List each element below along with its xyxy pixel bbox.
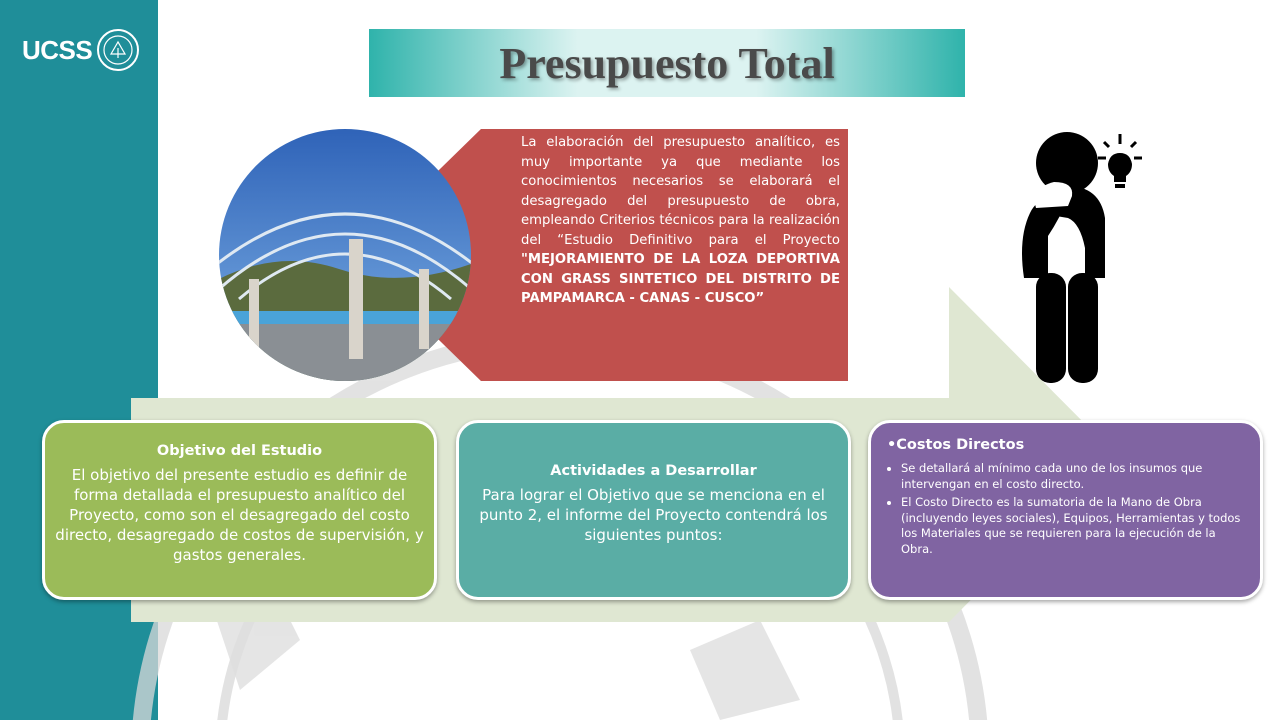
project-name: "MEJORAMIENTO DE LA LOZA DEPORTIVA CON GRASS SINTETICO DEL DISTRITO DE PAMPAMARCA - CANAS - CUSCO”	[521, 252, 840, 306]
activities-card	[456, 420, 851, 600]
title-banner	[369, 29, 965, 97]
sports-court-photo	[219, 129, 471, 381]
objective-title: Objetivo del Estudio	[156, 443, 323, 459]
direct-costs-title: •Costos Directos	[887, 437, 1025, 453]
thinking-person-lightbulb-icon	[1010, 128, 1150, 384]
objective-body: El objetivo del presente estudio es definir de forma detallada el presupuesto analítico del Proyecto, como son el desagregado del costo directo, desagregado de costos de supervisión, y gastos generales.	[55, 466, 424, 564]
photo-illustration	[219, 129, 471, 381]
logo-text: UCSS	[22, 34, 93, 65]
direct-costs-title-text: Costos Directos	[896, 437, 1025, 453]
list-item: • El Costo Directo es la sumatoria de la Mano de Obra (incluyendo leyes sociales), Equipos, Herramientas y todos los Materiales que se requieren para la ejecución de la Obra.	[901, 495, 1244, 557]
intro-paragraph: La elaboración del presupuesto analítico, es muy importante ya que mediante los conocimientos necesarios se elaborará el desagregado del presupuesto de obra, empleando Criterios técnicos para la realización del “Estudio Definitivo para el Proyecto	[521, 135, 840, 248]
list-item: • Se detallará al mínimo cada uno de los insumos que intervengan en el costo directo.	[901, 461, 1244, 492]
objective-card	[42, 420, 437, 600]
activities-body: Para lograr el Objetivo que se menciona en el punto 2, el informe del Proyecto contendrá los siguientes puntos:	[479, 486, 828, 544]
direct-costs-list	[887, 461, 1244, 557]
direct-costs-card	[868, 420, 1263, 600]
page-title: Presupuesto Total	[499, 38, 835, 88]
activities-title: Actividades a Desarrollar	[550, 463, 757, 479]
intro-text	[521, 133, 840, 309]
